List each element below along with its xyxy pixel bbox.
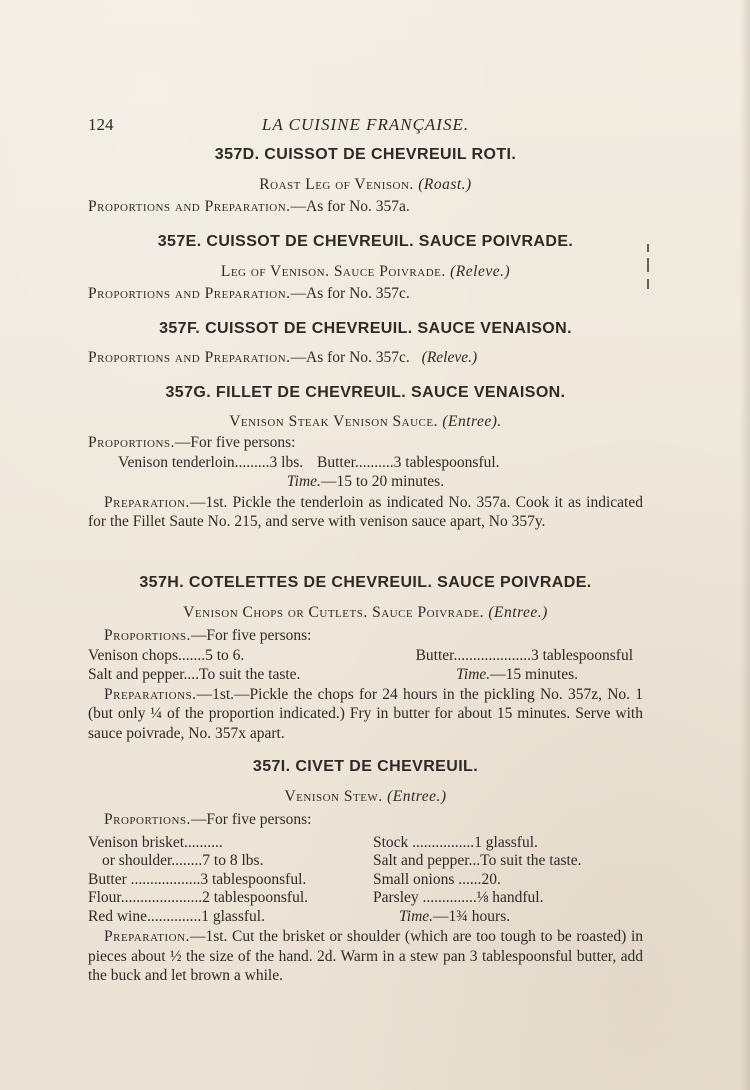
proportions-preparation <box>88 197 643 217</box>
list-item: Butter ..................3 tablespoonsful. <box>88 870 307 888</box>
proportions-text: —For five persons: <box>190 811 312 828</box>
list-item: Salt and pepper...To suit the taste. <box>373 852 582 869</box>
proportions-text: —For five persons: <box>174 434 296 451</box>
recipe-357h <box>88 574 643 743</box>
subtitle-note: (Releve.) <box>450 263 511 280</box>
recipe-subtitle <box>88 263 643 281</box>
subtitle-note: (Entree.) <box>488 604 548 621</box>
prop-label: Proportions and Preparation. <box>88 349 291 366</box>
time-text: —15 to 20 minutes. <box>320 473 445 490</box>
preparation-paragraph <box>88 685 643 744</box>
prep-label: Preparations. <box>104 685 197 703</box>
preparation-paragraph <box>88 493 643 532</box>
subtitle-note: (Entree). <box>442 413 502 430</box>
subtitle-main: Venison Stew. <box>284 788 383 805</box>
time-label: Time. <box>456 666 491 683</box>
recipe-subtitle <box>88 604 643 622</box>
ingredient-left: Venison tenderloin.........3 lbs. <box>118 453 304 471</box>
recipe-357d <box>88 146 643 217</box>
prop-text: —As for No. 357c. <box>290 349 410 366</box>
page-spine-shadow <box>740 0 750 1090</box>
time-line <box>373 908 643 927</box>
proportions-label: Proportions. <box>88 434 175 451</box>
time-label: Time. <box>286 473 321 490</box>
proportions-line <box>88 433 643 453</box>
ingredients-list <box>88 834 643 927</box>
subtitle-main: Roast Leg of Venison. <box>259 176 414 193</box>
recipe-title: 357H. COTELETTES DE CHEVREUIL. SAUCE POIVRADE. <box>139 574 592 591</box>
pencil-mark <box>647 258 649 272</box>
time-line <box>456 665 578 685</box>
running-title: LA CUISINE FRANÇAISE. <box>261 115 470 134</box>
ingredient-right: Butter..........3 tablespoonsful. <box>317 453 500 471</box>
list-item: Red wine..............1 glassful. <box>88 907 265 925</box>
proportions-preparation <box>88 284 643 304</box>
ingredients-right-column <box>373 834 643 927</box>
recipe-357f <box>88 320 643 368</box>
recipe-title: 357D. CUISSOT DE CHEVREUIL ROTI. <box>214 146 517 163</box>
subtitle-main: Venison Steak Venison Sauce. <box>229 413 438 430</box>
prep-text: —1st. Cut the brisket or shoulder (which are too tough to be roasted) in pieces about ½ the size of the hand. 2d. Warm in a stew pan 3 tablespoonsful butter, add the buck and let brown a while. <box>88 928 643 984</box>
recipe-title: 357G. FILLET DE CHEVREUIL. SAUCE VENAISON. <box>165 384 566 401</box>
ingredient-right: Butter....................3 tablespoonsful <box>415 646 633 664</box>
proportions-preparation <box>88 348 643 368</box>
ingredient-row-1 <box>88 646 633 666</box>
subtitle-note: (Entree.) <box>387 788 447 805</box>
proportions-line <box>104 626 643 646</box>
list-item: or shoulder........7 to 8 lbs. <box>102 852 264 869</box>
proportions-line <box>104 810 643 830</box>
proportions-label: Proportions. <box>104 811 191 828</box>
recipe-title: 357E. CUISSOT DE CHEVREUIL. SAUCE POIVRADE. <box>157 233 574 250</box>
recipe-357i <box>88 758 643 986</box>
recipe-subtitle <box>88 413 643 431</box>
prep-label: Preparation. <box>104 928 190 945</box>
subtitle-main: Leg of Venison. Sauce Poivrade. <box>220 263 446 280</box>
time-label: Time. <box>399 907 434 925</box>
recipe-title: 357I. CIVET DE CHEVREUIL. <box>252 758 479 775</box>
prop-text: —As for No. 357a. <box>290 198 410 215</box>
recipe-title: 357F. CUISSOT DE CHEVREUIL. SAUCE VENAISON. <box>159 320 572 337</box>
recipe-357e <box>88 233 643 304</box>
list-item: Parsley ..............⅛ handful. <box>373 889 544 906</box>
page-header <box>88 114 643 136</box>
subtitle-note: (Roast.) <box>418 176 472 193</box>
list-item: Venison brisket.......... <box>88 833 223 851</box>
prop-note: (Releve.) <box>421 349 478 366</box>
ingredient-line <box>118 453 598 473</box>
prep-label: Preparation. <box>104 493 190 511</box>
proportions-label: Proportions. <box>104 627 191 644</box>
time-text: —15 minutes. <box>490 666 578 683</box>
ingredient-left: Salt and pepper....To suit the taste. <box>88 666 301 683</box>
preparation-paragraph <box>88 927 643 986</box>
time-text: —1¾ hours. <box>433 907 511 925</box>
prop-text: —As for No. 357c. <box>290 285 410 302</box>
time-line <box>88 472 643 492</box>
recipe-subtitle <box>88 788 643 806</box>
pencil-mark <box>647 244 649 252</box>
prep-text: —1st.—Pickle the chops for 24 hours in the pickling No. 357z, No. 1 (but only ¼ of the proportion indicated.) Fry in butter for about 15 minutes. Serve with sauce poivrade, No. 357x apart. <box>88 685 643 742</box>
ingredient-left: Venison chops.......5 to 6. <box>88 646 245 664</box>
prep-text: —1st. Pickle the tenderloin as indicated No. 357a. Cook it as indicated for the Fillet Saute No. 215, and serve with venison sauce apart, No 357y. <box>88 493 643 530</box>
recipe-357g <box>88 384 643 532</box>
ingredients-left-column <box>88 834 373 927</box>
proportions-text: —For five persons: <box>190 627 312 644</box>
subtitle-main: Venison Chops or Cutlets. Sauce Poivrade. <box>183 604 485 621</box>
page-number: 124 <box>88 115 114 134</box>
list-item: Flour.....................2 tablespoonsful. <box>88 889 309 906</box>
ingredient-row-2 <box>88 665 578 685</box>
list-item: Small onions ......20. <box>373 870 501 888</box>
list-item: Stock ................1 glassful. <box>373 833 538 851</box>
pencil-mark <box>647 279 649 289</box>
prop-label: Proportions and Preparation. <box>88 198 291 215</box>
prop-label: Proportions and Preparation. <box>88 285 291 302</box>
recipe-subtitle <box>88 176 643 194</box>
